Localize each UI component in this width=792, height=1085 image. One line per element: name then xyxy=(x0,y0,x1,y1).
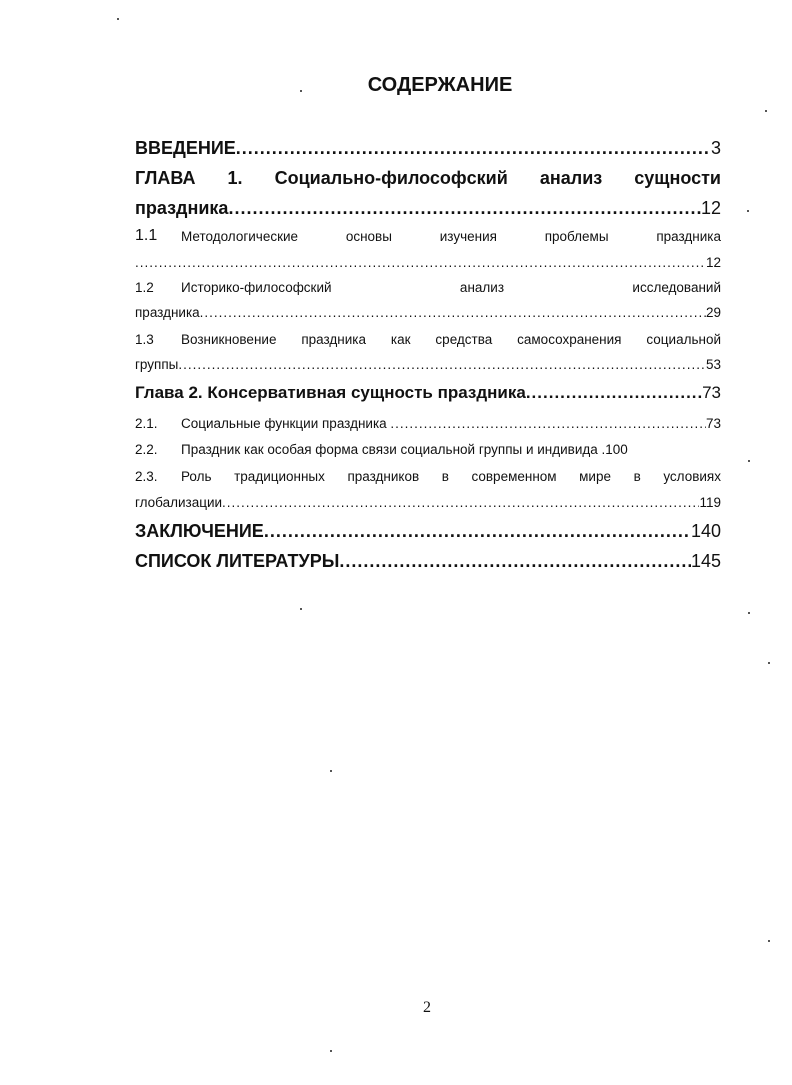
dot-leader xyxy=(390,417,706,431)
entry-title: СПИСОК ЛИТЕРАТУРЫ xyxy=(135,551,340,571)
scan-speck xyxy=(330,770,332,772)
entry-page: 100 xyxy=(605,442,628,457)
entry-title: праздника xyxy=(135,198,229,218)
entry-number: 1.2 xyxy=(135,280,154,295)
dot-leader xyxy=(200,306,706,320)
entry-title: Методологические основы изучения проблемы праздника xyxy=(181,229,721,244)
entry-title: ВВЕДЕНИЕ xyxy=(135,138,236,158)
entry-page: 12 xyxy=(700,198,721,218)
toc-entry-ch1-line2[interactable] xyxy=(135,199,721,217)
toc-entry-ch2[interactable] xyxy=(135,384,721,401)
dot-leader xyxy=(135,256,706,270)
dot-leader xyxy=(526,384,702,401)
dot-leader xyxy=(264,522,691,540)
toc-entry-intro[interactable] xyxy=(135,139,721,157)
dot-leader xyxy=(178,358,706,372)
dot-leader xyxy=(222,496,699,510)
entry-page: 73 xyxy=(702,383,721,402)
toc-entry-2-3[interactable] xyxy=(135,470,721,484)
dot-leader xyxy=(228,199,701,217)
scan-speck xyxy=(748,612,750,614)
toc-entry-1-1[interactable] xyxy=(135,227,721,244)
page-number: 2 xyxy=(423,999,431,1016)
entry-number: 1.3 xyxy=(135,332,154,347)
toc-entry-ch1-line1[interactable]: ГЛАВА 1. Социально-философский анализ сущности xyxy=(135,168,721,188)
entry-title: Роль традиционных праздников в современном мире в условиях xyxy=(181,469,721,484)
entry-number: 2.3. xyxy=(135,469,158,484)
entry-title: праздника xyxy=(135,305,200,320)
toc-entry-1-2-line2[interactable] xyxy=(135,306,721,320)
entry-page: 3 xyxy=(710,138,721,158)
dot-leader xyxy=(236,139,711,157)
entry-number: 2.1. xyxy=(135,416,158,431)
entry-page: 119 xyxy=(699,495,721,510)
scan-speck xyxy=(747,210,749,212)
scan-speck xyxy=(117,18,119,20)
entry-title: Возникновение праздника как средства самосохранения социальной xyxy=(181,332,721,347)
toc-entry-2-1[interactable] xyxy=(135,417,721,431)
entry-page: 12 xyxy=(705,255,721,270)
scan-speck xyxy=(330,1050,332,1052)
entry-title: Глава 2. Консервативная сущность праздника xyxy=(135,383,526,402)
entry-page: 73 xyxy=(705,416,721,431)
scan-speck xyxy=(748,460,750,462)
dot-leader xyxy=(339,552,691,570)
scan-speck xyxy=(768,940,770,942)
entry-title: ЗАКЛЮЧЕНИЕ xyxy=(135,521,264,541)
toc-entry-1-3-line2[interactable] xyxy=(135,358,721,372)
entry-page: 145 xyxy=(690,551,721,571)
toc-entry-1-3[interactable] xyxy=(135,333,721,347)
entry-title: глобализации xyxy=(135,495,223,510)
entry-number: 2.2. xyxy=(135,442,158,457)
scan-speck xyxy=(300,608,302,610)
entry-title: Праздник как особая форма связи социальной группы и индивида . xyxy=(181,442,606,457)
toc-entry-2-2[interactable] xyxy=(135,443,721,457)
entry-page: 53 xyxy=(705,357,721,372)
scan-speck xyxy=(300,90,302,92)
page-title: СОДЕРЖАНИЕ xyxy=(367,74,513,96)
entry-number: 1.1 xyxy=(135,227,158,244)
scan-speck xyxy=(768,662,770,664)
toc-entry-conclusion[interactable] xyxy=(135,522,721,540)
entry-page: 29 xyxy=(705,305,721,320)
toc-entry-1-2[interactable] xyxy=(135,281,721,295)
toc-entry-bibliography[interactable] xyxy=(135,552,721,570)
entry-title: Социальные функции праздника xyxy=(181,416,391,431)
entry-title: Историко-философский анализ исследований xyxy=(181,280,721,295)
toc-entry-1-1-leader[interactable] xyxy=(135,256,721,270)
entry-page: 140 xyxy=(690,521,721,541)
scan-speck xyxy=(765,110,767,112)
toc-entry-2-3-line2[interactable] xyxy=(135,496,721,510)
entry-title: группы xyxy=(135,357,179,372)
